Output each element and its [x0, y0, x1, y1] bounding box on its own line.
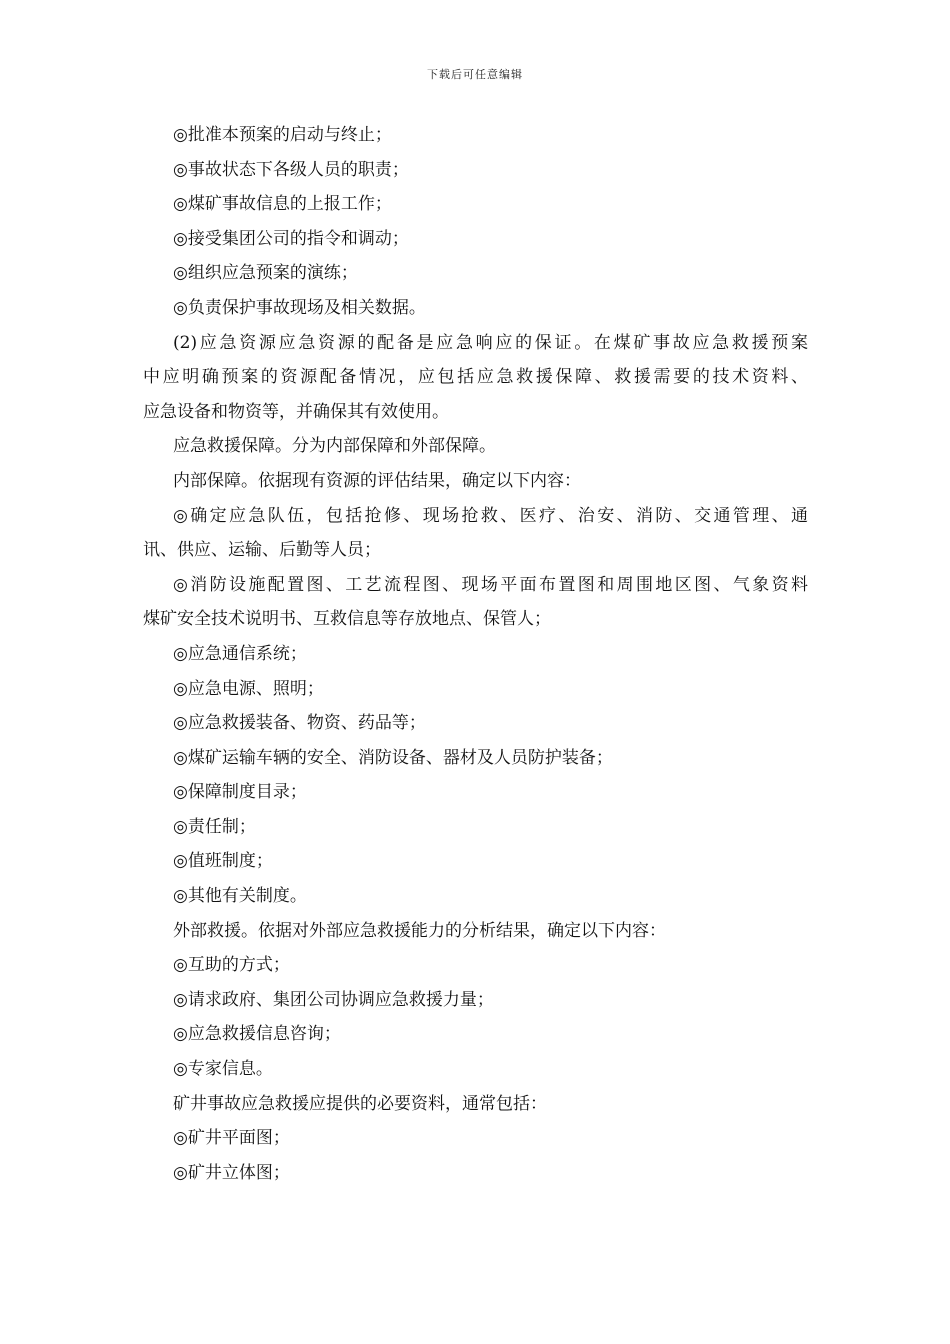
- list-item: ◎请求政府、集团公司协调应急救援力量；: [173, 989, 494, 1010]
- list-item: ◎应急通信系统；: [173, 643, 307, 664]
- page-header: 下载后可任意编辑: [427, 68, 523, 81]
- list-item: ◎值班制度；: [173, 851, 273, 872]
- list-item: ◎负责保护事故现场及相关数据。: [173, 297, 426, 318]
- paragraph-line: 外部救援。依据对外部应急救援能力的分析结果，确定以下内容：: [173, 920, 666, 941]
- list-item: ◎煤矿事故信息的上报工作；: [173, 194, 392, 215]
- list-item: ◎确定应急队伍，包括抢修、现场抢救、医疗、治安、消防、交通管理、通: [173, 505, 808, 526]
- list-item-continuation: 煤矿安全技术说明书、互救信息等存放地点、保管人；: [143, 609, 551, 630]
- list-item: ◎应急电源、照明；: [173, 678, 324, 699]
- document-body: [143, 118, 808, 1190]
- list-item: ◎其他有关制度。: [173, 886, 307, 907]
- list-item: ◎接受集团公司的指令和调动；: [173, 228, 409, 249]
- paragraph-line: 矿井事故应急救援应提供的必要资料，通常包括：: [173, 1093, 547, 1114]
- list-item: ◎消防设施配置图、工艺流程图、现场平面布置图和周围地区图、气象资料: [173, 574, 808, 595]
- paragraph-line: 应急救援保障。分为内部保障和外部保障。: [173, 436, 496, 457]
- list-item: ◎矿井平面图；: [173, 1128, 290, 1149]
- list-item: ◎应急救援装备、物资、药品等；: [173, 713, 426, 734]
- list-item: ◎矿井立体图；: [173, 1162, 290, 1183]
- list-item: ◎应急救援信息咨询；: [173, 1024, 341, 1045]
- list-item: ◎组织应急预案的演练；: [173, 263, 358, 284]
- paragraph-line: 中应明确预案的资源配备情况，应包括应急救援保障、救援需要的技术资料、: [143, 367, 808, 388]
- list-item: ◎批准本预案的启动与终止；: [173, 125, 392, 145]
- list-item: ◎保障制度目录；: [173, 782, 307, 803]
- list-item: ◎煤矿运输车辆的安全、消防设备、器材及人员防护装备；: [173, 747, 613, 768]
- list-item: ◎互助的方式；: [173, 955, 290, 976]
- list-item: ◎专家信息。: [173, 1059, 273, 1080]
- paragraph-line: (2)应急资源应急资源的配备是应急响应的保证。在煤矿事故应急救援预案: [173, 332, 808, 353]
- list-item-continuation: 讯、供应、运输、后勤等人员；: [143, 540, 381, 561]
- list-item: ◎事故状态下各级人员的职责；: [173, 159, 409, 180]
- list-item: ◎责任制；: [173, 816, 256, 837]
- paragraph-line: 内部保障。依据现有资源的评估结果，确定以下内容：: [173, 470, 581, 491]
- paragraph-line: 应急设备和物资等，并确保其有效使用。: [143, 401, 449, 422]
